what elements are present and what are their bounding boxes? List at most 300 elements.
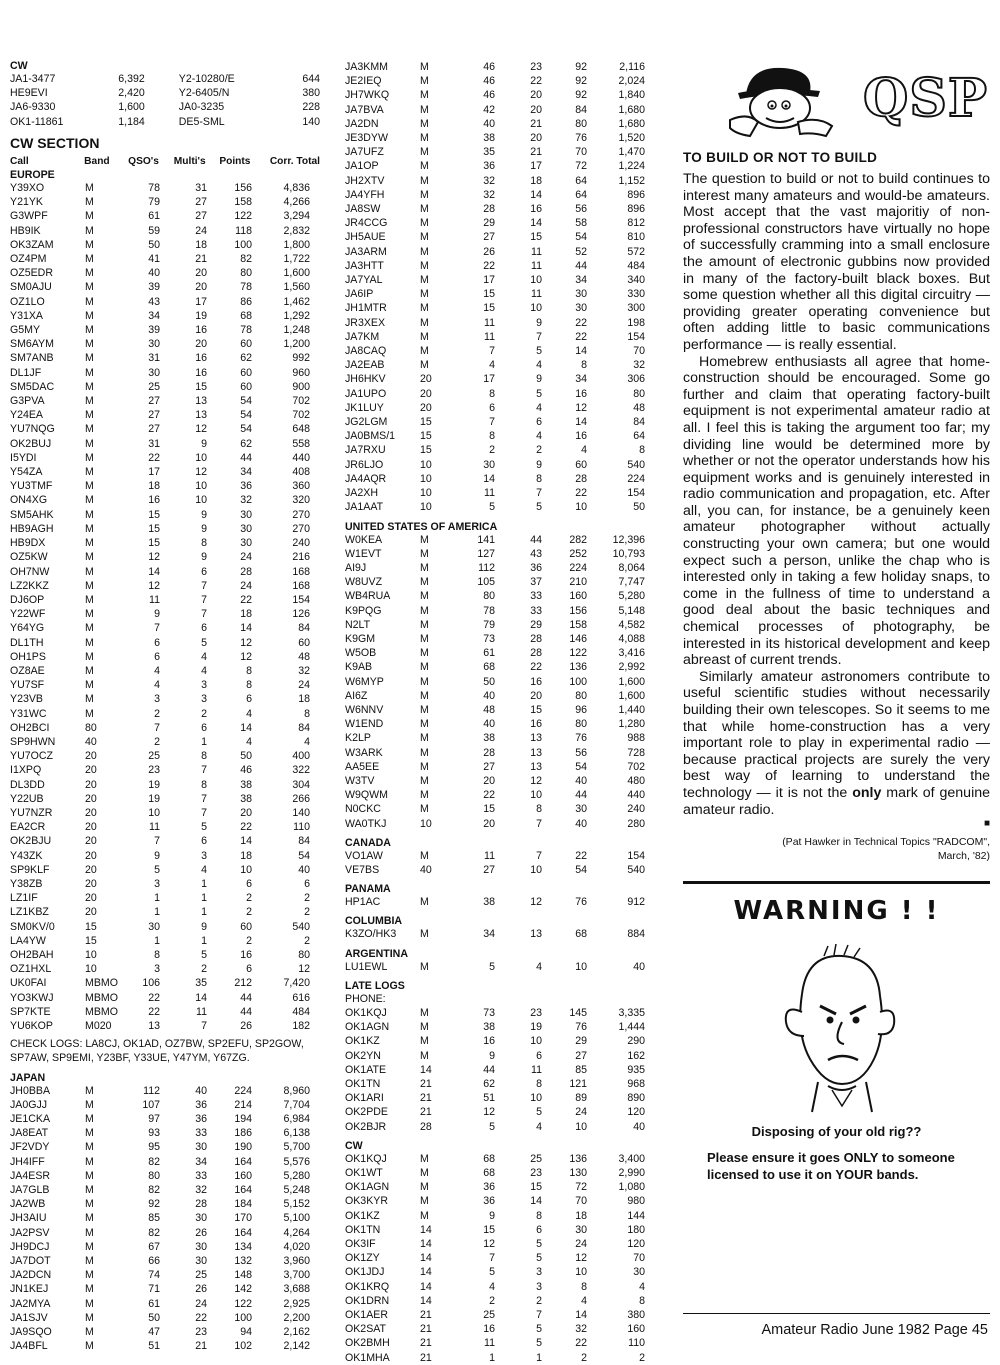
cell-qsos: 2 [489,444,495,457]
cell-points: 32 [240,494,252,507]
cell-total: 64 [633,430,645,443]
table-row [10,465,310,479]
cell-total: 360 [292,480,310,493]
cell-qsos: 8 [154,948,160,961]
cell-points: 14 [240,622,252,635]
cell-total: 1,280 [618,718,645,731]
cell-band: M [85,1113,94,1126]
cell-qsos: 4 [154,679,160,692]
cell-band: M [420,675,429,688]
cell-qsos: 16 [483,1323,495,1336]
cell-call: JA2PSV [10,1226,50,1239]
cell-total: 702 [292,395,310,408]
cell-points: 30 [240,522,252,535]
cell-total: 2,142 [283,1340,310,1353]
cell-qsos: 11 [484,1337,495,1350]
cell-points: 164 [234,1184,252,1197]
cell-total: 1,840 [618,89,645,102]
cell-total: 80 [633,387,645,400]
cell-band: M [85,309,94,322]
cell-band: M [420,160,429,173]
qsp-article [683,150,990,863]
cell-points: 22 [575,330,587,343]
cell-call: SM6AYM [10,338,54,351]
qsp-column [683,60,990,1183]
table-row [10,934,310,948]
cell-total: 5,280 [618,590,645,603]
cell-qsos: 48 [483,703,495,716]
cell-qsos: 68 [483,1152,495,1165]
cell-qsos: 11 [484,487,495,500]
cell-call: JA2WB [10,1198,46,1211]
cell-band: MBMO [85,991,118,1004]
cell-band: 10 [420,458,432,471]
cell-total: 32 [633,359,645,372]
cell-band: 21 [420,1351,432,1364]
cell-band: M [85,608,94,621]
cell-total: 890 [627,1092,645,1105]
cell-multis: 8 [536,803,542,816]
cell-qsos: 12 [483,1106,495,1119]
cell-qsos: 141 [477,533,495,546]
cell-multis: 12 [530,896,542,909]
cell-total: 2 [304,934,310,947]
cell-band: M [85,210,94,223]
cell-total: 2,200 [283,1311,310,1324]
cell-band: M [85,1226,94,1239]
cell-call: LZ1IF [10,892,38,905]
cell-call: Y21YK [10,196,43,209]
cell-call: I1XPQ [10,764,42,777]
cell-call: JA4ESR [10,1169,51,1182]
table-row [10,877,310,891]
cell-points: 28 [240,565,252,578]
cell-qsos: 14 [148,565,160,578]
cell-points: 8 [246,664,252,677]
cell-qsos: 34 [148,309,160,322]
cell-band: M [85,1155,94,1168]
cell-call: JA4BFL [10,1340,48,1353]
cell-total: 960 [292,366,310,379]
cell-multis: 9 [201,508,207,521]
cell-call: JE1CKA [10,1113,51,1126]
cell-call: YU6KOP [10,1020,53,1032]
cell-total: 32 [298,664,310,677]
table-row [10,366,310,380]
cell-band: M [85,579,94,592]
cell-call: JA2DN [345,117,379,130]
cell-call: OK1KZ [345,1209,380,1222]
table-row [345,287,645,301]
cell-band: 20 [420,401,432,414]
cell-total: 558 [292,437,310,450]
table-row [345,259,645,273]
cell-call: JA7UFZ [345,146,384,159]
table-row [345,561,645,575]
col-header-multis: Multi's [173,155,206,167]
cell-multis: 27 [195,210,207,223]
cell-call: JA2DCN [10,1269,52,1282]
cell-total: 144 [627,1209,645,1222]
cell-qsos: 4 [154,664,160,677]
cell-total: 2 [304,906,310,919]
table-row [10,1155,310,1169]
table-row [345,604,645,618]
cell-call: Y22UB [10,792,44,805]
cell-band: M [85,1141,94,1154]
cell-points: 118 [235,224,252,237]
table-row [10,636,310,650]
cell-call: JA1-3477 [10,73,56,85]
cell-multis: 10 [530,274,542,287]
cell-call: OH2BCI [10,721,50,734]
cell-band: 10 [420,817,432,830]
cell-call: JA6IP [345,288,374,301]
table-row [10,678,310,692]
article-paragraph-2: Homebrew enthusiasts all agree that home-construction should be encouraged. Some go further and claim that operating factory-built equipment is not experimental amateur radio at all. I feel this is taking the argument too far; my dividing line would be determined more by whether or not the operator understands how his equipment works and is genuinely interested in radio communication and propagation, etc. After all, you can, for instance, be a genuinely keen amateur photographer without actually constructing your own camera; but one would expect such a person, unlike the chap who is interested only in taking a few holiday snaps, to come in the fullness of time to understand a good deal about the basic techniques and chemical processes of photography, be interested in its historical development and keep abreast of current trends. [683,353,990,669]
table-row [10,195,310,209]
cell-qsos: 6 [154,650,160,663]
cell-call: K3ZO/HK3 [345,928,397,941]
cell-call-2: JA0-3235 [178,101,225,114]
cell-call: UK0FAI [10,977,47,990]
table-row [345,1180,645,1194]
cell-call: HE9EVI [10,87,48,100]
cell-total: 154 [627,330,645,343]
cell-band: 40 [85,735,97,748]
cell-points: 80 [575,689,587,702]
cell-band: 10 [85,963,97,976]
cell-band: M [85,1084,94,1097]
cell-multis: 4 [536,430,542,443]
cell-band: 21 [420,1323,432,1336]
cell-points: 68 [575,928,587,941]
cell-band: M [85,650,94,663]
cell-call: WB4RUA [345,590,391,603]
cell-qsos: 112 [143,1084,160,1097]
cell-qsos: 92 [148,1198,160,1211]
cell-qsos: 41 [148,253,160,266]
cell-call: OK1WT [345,1167,383,1180]
cell-call: OK1TN [345,1078,381,1090]
cell-qsos: 50 [148,1311,160,1324]
cell-qsos: 40 [148,267,160,280]
cell-band: M [85,395,94,408]
cell-qsos: 22 [483,789,495,802]
cell-points: 282 [569,533,587,546]
table-row [345,74,645,88]
cell-total: 8,064 [618,561,645,574]
cell-multis: 12 [195,423,207,436]
cell-points: 136 [569,1152,587,1165]
cell-multis: 33 [530,604,542,617]
cell-points: 160 [569,590,587,603]
cell-call: OK2PDE [345,1106,388,1119]
cell-qsos: 32 [483,174,495,187]
cell-qsos: 10 [148,806,160,819]
cell-multis: 9 [201,522,207,535]
cell-multis: 20 [195,267,207,280]
cell-qsos: 12 [148,579,160,592]
cell-call: JA8CAQ [345,345,387,358]
cell-score-2: 228 [302,101,320,114]
table-row [345,618,645,632]
cell-multis: 25 [195,1269,207,1282]
table-row [345,646,645,660]
cell-band: M [85,494,94,507]
cell-band: M [85,707,94,720]
cell-qsos: 1 [489,1351,495,1364]
cw-section-header [10,155,320,169]
cell-band: 20 [85,792,97,805]
cell-band: M [420,103,429,116]
cell-band: 20 [85,835,97,848]
cell-band: 14 [420,1294,432,1307]
cell-call: HB9DX [10,537,46,550]
cell-multis: 5 [201,821,207,834]
table-row [10,550,310,564]
cell-qsos: 25 [148,380,160,393]
table-row [345,301,645,315]
cell-band: M [420,217,429,230]
cell-points: 24 [240,579,252,592]
cell-band: M [420,1195,429,1208]
cell-points: 34 [575,274,587,287]
cell-call: OK3ZAM [10,238,54,251]
cell-multis: 4 [536,401,542,414]
cell-qsos: 29 [483,217,495,230]
cell-score-2: 140 [302,115,320,128]
table-row [10,778,310,792]
cell-total: 340 [627,274,645,287]
cell-multis: 9 [536,316,542,329]
cell-points: 122 [234,210,252,223]
cell-qsos: 25 [148,750,160,763]
cell-multis: 30 [195,1240,207,1253]
table-row [10,1311,310,1325]
col-header-corr-total: Corr. Total [269,155,320,167]
table-row [10,86,320,100]
cell-band: 10 [420,472,432,485]
cell-call: Y23VB [10,693,43,706]
table-row [345,547,645,561]
table-row [10,962,310,976]
cell-call: YU7SF [10,679,45,692]
cell-band: M [420,703,429,716]
cell-band: M [420,203,429,216]
table-row [345,159,645,173]
cell-multis: 21 [530,146,542,159]
table-row [10,820,310,834]
cell-total: 2,925 [283,1297,310,1310]
table-row [10,238,310,252]
cell-call: OK1KQJ [345,1152,387,1165]
cell-band: M [420,288,429,301]
cell-points: 80 [575,718,587,731]
cell-points: 190 [234,1141,252,1154]
cell-band: 15 [85,920,97,933]
cell-band: M [420,576,429,589]
cell-total: 884 [627,928,645,941]
cell-total: 1,152 [618,174,645,187]
cell-qsos: 19 [148,778,160,791]
cell-band: M [85,281,94,294]
cw-section-title: CW SECTION [10,134,100,151]
cell-total: 3,416 [618,647,645,660]
cell-call: JA1OP [345,160,379,173]
cell-band: 20 [85,849,97,862]
late-cw-label: CW [345,1139,363,1152]
cell-total: 2,116 [619,61,645,73]
table-row [10,707,310,721]
cell-band: 20 [85,806,97,819]
cell-points: 46 [240,764,252,777]
cell-band: M [85,679,94,692]
cell-call: JH6HKV [345,373,386,386]
table-row [10,1140,310,1154]
cell-total: 1,600 [618,675,645,688]
table-row [345,1351,645,1365]
cell-multis: 5 [536,1252,542,1265]
cell-total: 1,292 [283,309,310,322]
table-row [345,1294,645,1308]
cell-call: WA0TKJ [345,817,387,830]
cell-total: 7,420 [283,977,310,990]
cell-qsos: 27 [148,409,160,422]
cell-points: 22 [575,487,587,500]
cell-points: 145 [569,1006,587,1019]
cell-band: M [85,1326,94,1339]
cell-total: 2,832 [283,224,310,237]
cell-qsos: 1 [154,934,160,947]
cell-call: YU7NZR [10,806,53,819]
cell-points: 60 [240,338,252,351]
cell-total: 84 [298,835,310,848]
table-row [10,1098,310,1112]
cell-points: 100 [234,238,252,251]
table-row [345,960,645,974]
cell-points: 89 [575,1092,587,1105]
cell-band: M [85,1297,94,1310]
cell-multis: 20 [530,103,542,116]
cell-qsos: 38 [483,896,495,909]
cell-qsos: 78 [148,182,160,195]
cell-multis: 14 [530,1195,542,1208]
cell-band: 14 [420,1280,432,1293]
cell-call: JA7KM [345,330,380,343]
cell-points: 100 [234,1311,252,1324]
cell-multis: 26 [195,1226,207,1239]
cell-call: Y38ZB [10,877,43,890]
cell-qsos: 5 [489,1120,495,1133]
cell-score-2: 380 [302,87,320,100]
table-row [10,849,310,863]
cell-points: 14 [575,1309,587,1322]
cell-qsos: 30 [148,338,160,351]
cell-points: 12 [575,1252,587,1265]
cell-points: 158 [234,196,252,209]
cell-qsos: 28 [483,746,495,759]
cell-total: 8 [639,444,645,457]
cell-call: JR3XEX [345,316,386,329]
cell-call: OK1-11861 [10,115,64,128]
cell-total: 1,560 [283,281,310,294]
cell-points: 214 [234,1098,252,1111]
cell-points: 30 [240,537,252,550]
cell-band: M [85,1184,94,1197]
cell-qsos: 20 [483,817,495,830]
cell-total: 110 [628,1337,645,1350]
cell-qsos: 9 [489,1209,495,1222]
cell-qsos: 23 [148,764,160,777]
cell-qsos: 46 [483,61,495,73]
cell-total: 1,680 [618,103,645,116]
cell-points: 80 [575,117,587,130]
table-row [345,344,645,358]
cell-band: 21 [420,1337,432,1350]
cell-multis: 7 [201,1020,207,1032]
table-row [10,1126,310,1140]
cell-multis: 9 [201,551,207,564]
table-row [345,1091,645,1105]
table-row [345,174,645,188]
cell-multis: 14 [530,188,542,201]
cell-call: YO3KWJ [10,991,54,1004]
cell-points: 148 [234,1269,252,1282]
cell-points: 50 [240,750,252,763]
table-row [10,508,310,522]
cell-qsos: 105 [477,576,495,589]
cell-band: M [85,267,94,280]
table-row [10,451,310,465]
cell-points: 8 [246,679,252,692]
cell-call: JA7BVA [345,103,384,116]
cell-multis: 20 [195,281,207,294]
cell-call: YU3TMF [10,480,53,493]
table-row [10,115,320,129]
cell-total: 320 [292,494,310,507]
cell-qsos: 15 [148,522,160,535]
cell-qsos: 5 [489,1266,495,1279]
cell-multis: 13 [195,409,207,422]
cell-call: HP1AC [345,896,381,909]
cell-band: M [85,664,94,677]
cell-call: W8UVZ [345,576,383,589]
end-mark: ■ [983,818,990,830]
cell-qsos: 1 [154,892,160,905]
cell-total: 2,162 [283,1326,310,1339]
cell-call: JA4YFH [345,188,385,201]
cell-call: ON4XG [10,494,48,507]
cell-band: 20 [85,892,97,905]
cell-points: 44 [575,789,587,802]
cell-band: M [420,61,429,73]
cell-points: 164 [234,1226,252,1239]
cell-points: 32 [575,1323,587,1336]
cell-points: 26 [240,1020,252,1032]
table-row [10,763,310,777]
cell-band: M [85,1198,94,1211]
cell-multis: 7 [536,487,542,500]
table-row [345,372,645,386]
cell-qsos: 11 [149,821,160,834]
cell-points: 4 [246,735,252,748]
cell-call: OK1TN [345,1223,381,1236]
cell-call: OK1MHA [345,1351,390,1364]
cell-call: JA0BMS/1 [345,430,396,443]
cell-total: 12,396 [612,533,645,546]
cell-total: 988 [627,732,645,745]
